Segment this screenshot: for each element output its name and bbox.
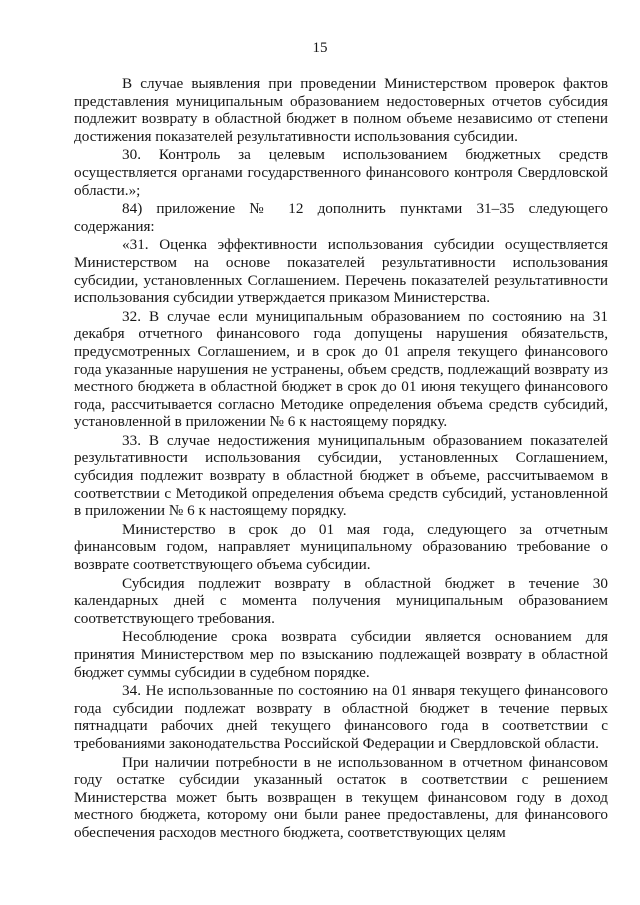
page-number: 15	[312, 40, 328, 56]
paragraph-item-34: 34. Не использованные по состоянию на 01 января текущего финансового года субсидии подлежат возврату в областной бюджет в течение первых пятнадцати рабочих дней текущего финансового года в соответствии с требованиями законодательства Российской Федерации и Свердловской области.	[74, 682, 608, 752]
paragraph-unused-balance: При наличии потребности в не использованном в отчетном финансовом году остатке субсидии указанный остаток в соответствии с решением Министерства может быть возвращен в текущем финансовом году в доход местного бюджета, которому они были ранее предоставлены, для финансового обеспечения расходов местного бюджета, соответствующих целям	[74, 753, 608, 841]
paragraph-item-30: 30. Контроль за целевым использованием бюджетных средств осуществляется органами государственного финансового контроля Свердловской области.»;	[74, 146, 608, 199]
paragraph-item-33: 33. В случае недостижения муниципальным образованием показателей результативности использования субсидии, установленных Соглашением, субсидия подлежит возврату в областной бюджет в объеме, рассчитываемом в соответствии с Методикой определения объема средств субсидий, установленной в приложении № 6 к настоящему порядку.	[74, 431, 608, 520]
document-body	[74, 75, 608, 842]
paragraph-item-31: «31. Оценка эффективности использования субсидии осуществляется Министерством на основе показателей результативности использования субсидии, установленных Соглашением. Перечень показателей результативности использования субсидии утверждается приказом Министерства.	[74, 236, 608, 307]
paragraph-misreporting-refund: В случае выявления при проведении Министерством проверок фактов представления муниципальным образованием недостоверных отчетов субсидия подлежит возврату в областной бюджет в полном объеме независимо от степени достижения показателей результативности использования субсидии.	[74, 75, 608, 145]
paragraph-collection-measures: Несоблюдение срока возврата субсидии является основанием для принятия Министерством мер по взысканию подлежащей возврату в областной бюджет суммы субсидии в судебном порядке.	[74, 628, 608, 681]
paragraph-refund-period: Субсидия подлежит возврату в областной бюджет в течение 30 календарных дней с момента получения муниципальным образованием соответствующего требования.	[74, 574, 608, 627]
paragraph-item-32: 32. В случае если муниципальным образованием по состоянию на 31 декабря отчетного финансового года допущены нарушения обязательств, предусмотренных Соглашением, и в срок до 01 апреля текущего финансового года указанные нарушения не устранены, объем средств, подлежащий возврату из местного бюджета в областной бюджет в срок до 01 июня текущего финансового года, рассчитывается согласно Методике определения объема средств субсидий, установленной в приложении № 6 к настоящему порядку.	[74, 307, 608, 431]
paragraph-amendment-84: 84) приложение № 12 дополнить пунктами 31–35 следующего содержания:	[74, 200, 608, 235]
paragraph-ministry-demand: Министерство в срок до 01 мая года, следующего за отчетным финансовым годом, направляет муниципальному образованию требование о возврате соответствующего объема субсидии.	[74, 520, 608, 574]
